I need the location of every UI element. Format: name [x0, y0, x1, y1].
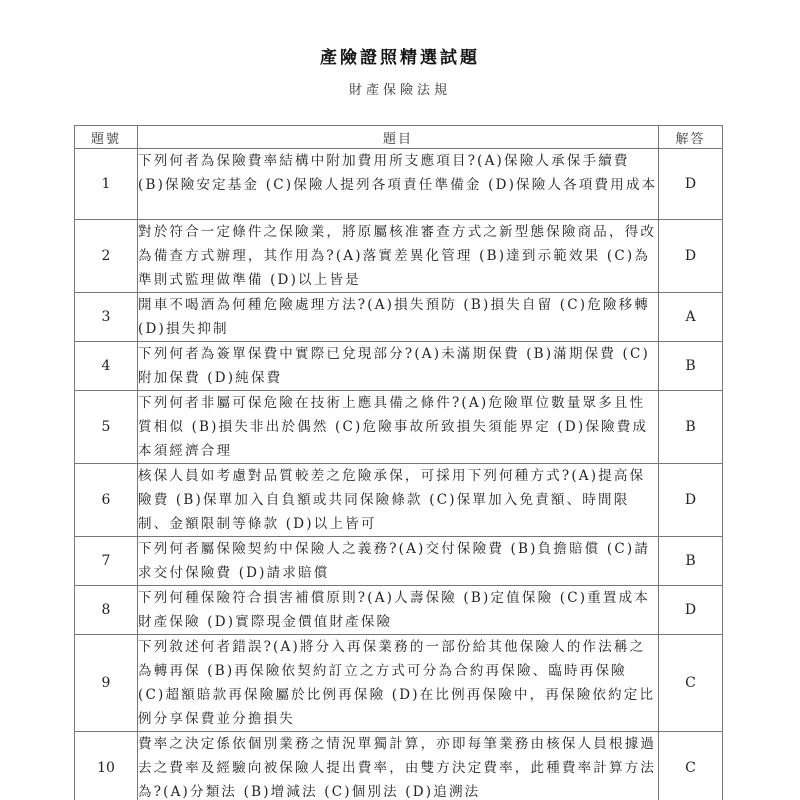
question-text: 下列敘述何者錯誤?(A)將分入再保業務的一部份給其他保險人的作法稱之為轉再保 (B)再保險依契約訂立之方式可分為合約再保險、臨時再保險 (C)超額賠款再保險屬於比例再保險 (D)在比例再保險中，再保險依約定比例分享保費並分擔損失: [138, 635, 659, 732]
table-row: [75, 635, 723, 732]
table-header-row: [75, 126, 723, 149]
table-row: [75, 586, 723, 635]
answer-cell: C: [659, 732, 723, 800]
question-text: 下列何者為簽單保費中實際已兌現部分?(A)未滿期保費 (B)滿期保費 (C)附加保費 (D)純保費: [138, 342, 659, 391]
question-text: 費率之決定係依個別業務之情況單獨計算，亦即每筆業務由核保人員根據過去之費率及經驗向被保險人提出費率，由雙方決定費率，此種費率計算方法為?(A)分類法 (B)增減法 (C)個別法 (D)追溯法: [138, 732, 659, 800]
question-number: 3: [75, 293, 138, 342]
question-text: 下列何種保險符合損害補償原則?(A)人壽保險 (B)定值保險 (C)重置成本財產保險 (D)實際現金價值財產保險: [138, 586, 659, 635]
table-row: [75, 149, 723, 220]
question-number: 8: [75, 586, 138, 635]
table-row: [75, 391, 723, 464]
document-title: 產險證照精選試題: [320, 48, 480, 68]
header-answer: 解答: [659, 126, 723, 149]
question-number: 6: [75, 464, 138, 537]
table-row: [75, 220, 723, 293]
table-row: [75, 293, 723, 342]
answer-cell: D: [659, 220, 723, 293]
answer-cell: D: [659, 149, 723, 220]
question-number: 9: [75, 635, 138, 732]
question-number: 5: [75, 391, 138, 464]
question-text: 下列何者屬保險契約中保險人之義務?(A)交付保險費 (B)負擔賠償 (C)請求交付保險費 (D)請求賠償: [138, 537, 659, 586]
table-row: [75, 342, 723, 391]
document-subtitle: 財產保險法規: [348, 83, 451, 98]
answer-cell: B: [659, 537, 723, 586]
table-row: [75, 464, 723, 537]
question-text: 下列何者非屬可保危險在技術上應具備之條件?(A)危險單位數量眾多且性質相似 (B)損失非出於偶然 (C)危險事故所致損失須能界定 (D)保險費成本須經濟合理: [138, 391, 659, 464]
answer-cell: B: [659, 391, 723, 464]
question-number: 1: [75, 149, 138, 220]
question-number: 2: [75, 220, 138, 293]
header-question: 題目: [138, 126, 659, 149]
table-row: [75, 537, 723, 586]
answer-cell: C: [659, 635, 723, 732]
answer-cell: A: [659, 293, 723, 342]
answer-cell: B: [659, 342, 723, 391]
question-number: 4: [75, 342, 138, 391]
header-question-number: 題號: [75, 126, 138, 149]
exam-question-table: [74, 125, 723, 800]
question-text: 開車不喝酒為何種危險處理方法?(A)損失預防 (B)損失自留 (C)危險移轉 (D)損失抑制: [138, 293, 659, 342]
question-number: 10: [75, 732, 138, 800]
answer-cell: D: [659, 586, 723, 635]
question-text: 核保人員如考慮對品質較差之危險承保，可採用下列何種方式?(A)提高保險費 (B)保單加入自負額或共同保險條款 (C)保單加入免責額、時間限制、金額限制等條款 (D)以上皆可: [138, 464, 659, 537]
answer-cell: D: [659, 464, 723, 537]
question-text: 對於符合一定條件之保險業，將原屬核准審查方式之新型態保險商品，得改為備查方式辦理，其作用為?(A)落實差異化管理 (B)達到示範效果 (C)為準則式監理做準備 (D)以上皆是: [138, 220, 659, 293]
question-text: 下列何者為保險費率結構中附加費用所支應項目?(A)保險人承保手續費 (B)保險安定基金 (C)保險人提列各項責任準備金 (D)保險人各項費用成本: [138, 149, 659, 220]
question-number: 7: [75, 537, 138, 586]
table-row: [75, 732, 723, 800]
